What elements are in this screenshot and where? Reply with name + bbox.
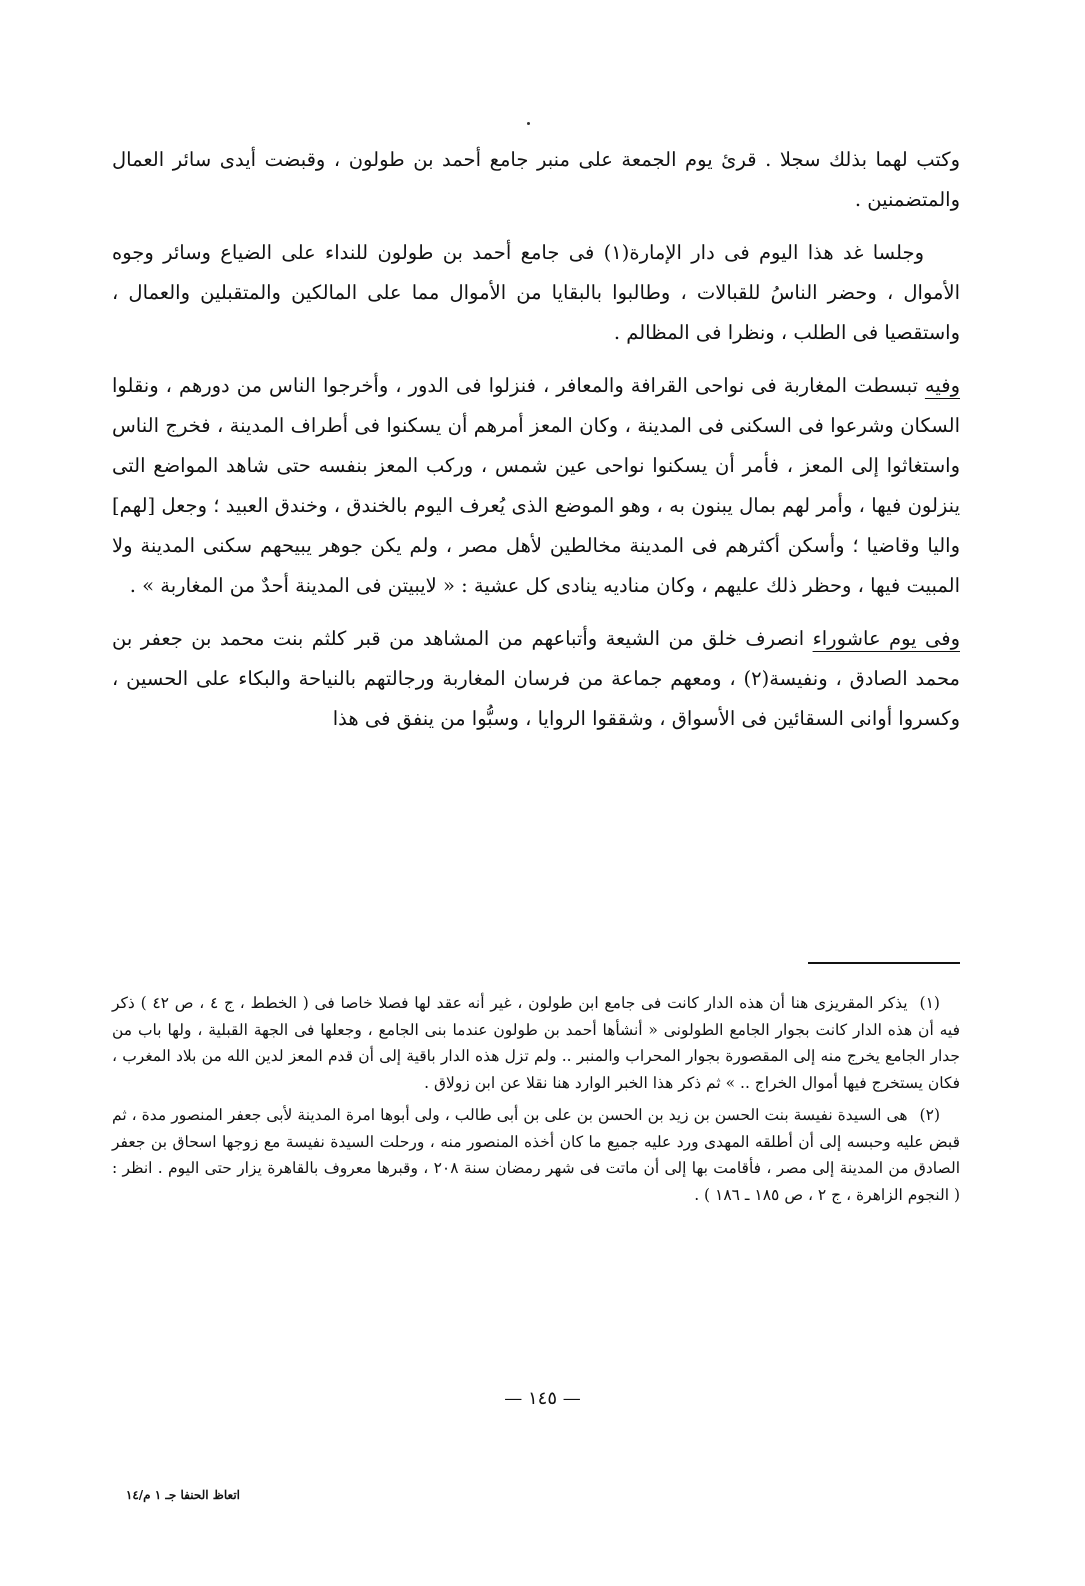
paragraph-text: انصرف خلق من الشيعة وأتباعهم من المشاهد من قبر كلثم بنت محمد بن جعفر بن محمد الصادق ، ونفيسة(٢) ، ومعهم جماعة من فرسان المغاربة ورجالتهم بالنياحة والبكاء على الحسين ، وكسروا أوانى السقائين فى الأسواق ، وشققوا الروايا ، وسبُّوا من ينفق فى هذا [112,627,960,730]
footnotes [112,990,960,1214]
paragraph-text: وجلسا غد هذا اليوم فى دار الإمارة(١) فى جامع أحمد بن طولون للنداء على الضياع وسائر وجوه الأموال ، وحضر الناسُ للقبالات ، وطالبوا بالبقايا من الأموال مما على المالكين والمتقبلين والعمال ، واستقصيا فى الطلب ، ونظرا فى المظالم . [112,241,960,344]
footnote-divider [808,962,960,964]
footnote-2 [112,1102,960,1208]
paragraph-lead: وفى يوم عاشوراء [812,627,960,650]
paragraph-lead: وفيه [924,374,960,397]
footnote-text: هى السيدة نفيسة بنت الحسن بن زيد بن الحسن بن على بن أبى طالب ، ولى أبوها امرة المدينة لأبى جعفر المنصور مدة ، ثم قبض عليه وحبسه إلى أن أطلقه المهدى ورد عليه جميع ما كان أخذه المنصور منه ، ورحلت السيدة نفيسة مع زوجها اسحاق بن جعفر الصادق من المدينة إلى مصر ، فأقامت بها إلى أن ماتت فى شهر رمضان سنة ٢٠٨ ، وقبرها معروف بالقاهرة يزار حتى اليوم . انظر : ( النجوم الزاهرة ، ج ٢ ، ص ١٨٥ ـ ١٨٦ ) . [112,1106,960,1204]
paragraph-1 [112,140,960,220]
footnote-1 [112,990,960,1096]
paragraph-text: وكتب لهما بذلك سجلا . قرئ يوم الجمعة على منبر جامع أحمد بن طولون ، وقبضت أيدى سائر العمال والمتضمنين . [112,148,960,211]
footnote-number: (٢) [919,1106,940,1124]
paragraph-4 [112,619,960,739]
main-text [112,140,960,752]
printer-signature: اتعاظ الحنفا جـ ١ م/١٤ [125,1488,240,1502]
paragraph-text: تبسطت المغاربة فى نواحى القرافة والمعافر ، فنزلوا فى الدور ، وأخرجوا الناس من دورهم ، ونقلوا السكان وشرعوا فى السكنى فى المدينة ، وكان المعز أمرهم أن يسكنوا فى أطراف المدينة ، فخرج الناس واستغاثوا إلى المعز ، فأمر أن يسكنوا نواحى عين شمس ، وركب المعز بنفسه حتى شاهد المواضع التى ينزلون فيها ، وأمر لهم بمال يبنون به ، وهو الموضع الذى يُعرف اليوم بالخندق ، وخندق العبيد ؛ وجعل [لهم] واليا وقاضيا ؛ وأسكن أكثرهم فى المدينة مخالطين لأهل مصر ، ولم يكن جوهر يبيحهم سكنى المدينة ولا المبيت فيها ، وحظر ذلك عليهم ، وكان مناديه ينادى كل عشية : « لايبيتن فى المدينة أحدٌ من المغاربة » . [112,374,960,597]
page-number: — ١٤٥ — [504,1388,581,1409]
paragraph-2 [112,233,960,353]
footnote-text: يذكر المقريزى هنا أن هذه الدار كانت فى جامع ابن طولون ، غير أنه عقد لها فصلا خاصا فى ( الخطط ، ج ٤ ، ص ٤٢ ) ذكر فيه أن هذه الدار كانت بجوار الجامع الطولونى « أنشأها أحمد بن طولون عندما بنى الجامع ، وجعلها فى الجهة القبلية ، ولها باب من جدار الجامع يخرج منه إلى المقصورة بجوار المحراب والمنبر .. ولم تزل هذه الدار باقية إلى أن قدم المعز لدين الله من بلاد المغرب ، فكان يستخرج فيها أموال الخراج .. » ثم ذكر هذا الخبر الوارد هنا نقلا عن ابن زولاق . [112,994,960,1092]
paragraph-3 [112,366,960,606]
footnote-number: (١) [919,994,940,1012]
print-speck [527,122,530,125]
